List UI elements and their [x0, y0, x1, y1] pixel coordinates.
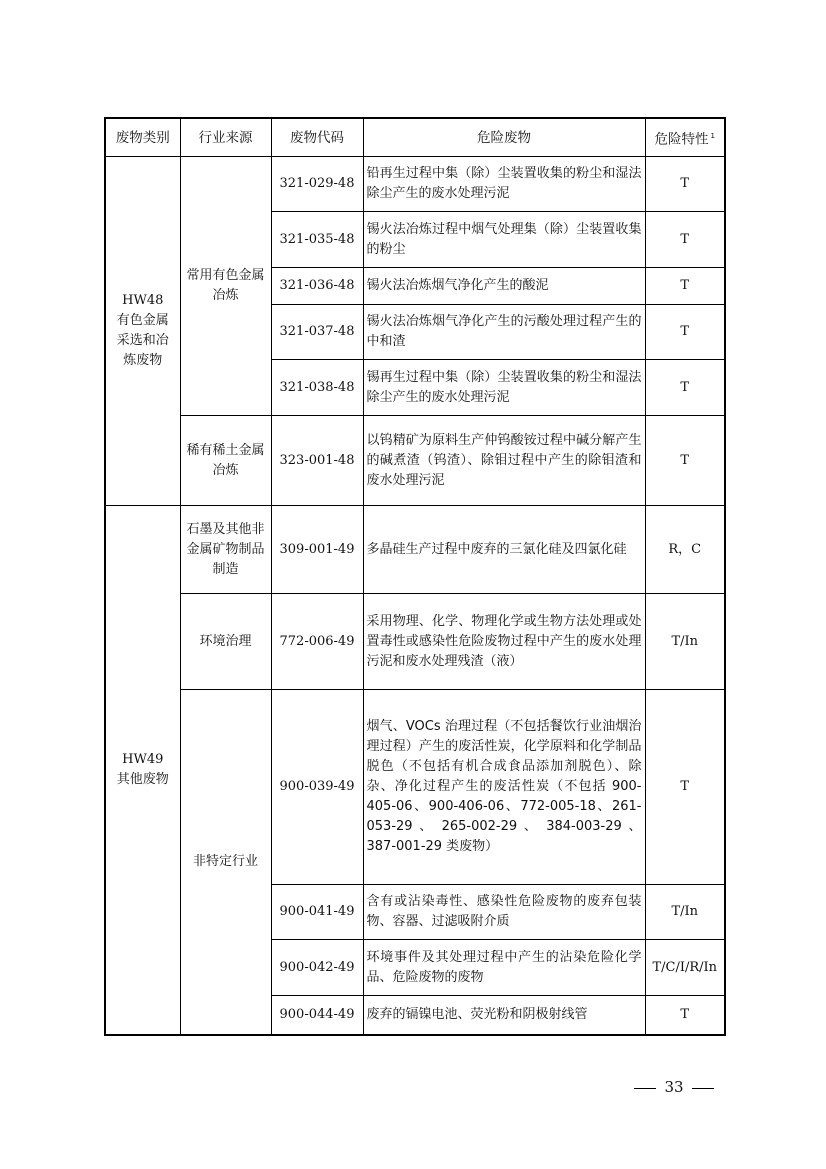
footer-dash-left — [634, 1088, 656, 1089]
hazard-property: T — [645, 157, 725, 212]
waste-code: 321-036-48 — [271, 268, 363, 305]
waste-description: 铅再生过程中集（除）尘装置收集的粉尘和湿法除尘产生的废水处理污泥 — [363, 157, 645, 212]
waste-description: 锡火法冶炼过程中烟气处理集（除）尘装置收集的粉尘 — [363, 212, 645, 268]
waste-description: 废弃的镉镍电池、荧光粉和阴极射线管 — [363, 996, 645, 1035]
page-number: 33 — [664, 1078, 684, 1096]
table-row — [105, 157, 725, 212]
waste-description: 环境事件及其处理过程中产生的沾染危险化学品、危险废物的废物 — [363, 940, 645, 996]
footnote-marker: 1 — [710, 131, 715, 140]
industry-common-nonferrous: 常用有色金属冶炼 — [180, 157, 271, 416]
category-hw49: HW49 其他废物 — [105, 506, 180, 1035]
waste-code: 321-029-48 — [271, 157, 363, 212]
waste-code: 309-001-49 — [271, 506, 363, 594]
footer-dash-right — [692, 1088, 714, 1089]
hazard-property: T/C/I/R/In — [645, 940, 725, 996]
waste-code: 321-038-48 — [271, 360, 363, 416]
hazard-property: T — [645, 268, 725, 305]
industry-graphite-nonmetallic: 石墨及其他非金属矿物制品制造 — [180, 506, 271, 594]
waste-code: 321-035-48 — [271, 212, 363, 268]
waste-description: 采用物理、化学、物理化学或生物方法处理或处置毒性或感染性危险废物过程中产生的废水处理污泥和废水处理残渣（液） — [363, 594, 645, 690]
header-property — [645, 118, 725, 157]
table-row — [105, 506, 725, 594]
waste-description: 烟气、VOCs 治理过程（不包括餐饮行业油烟治理过程）产生的废活性炭，化学原料和化学制品脱色（不包括有机合成食品添加剂脱色）、除杂、净化过程产生的废活性炭（不包括 900-405-06、900-406-06、772-005-18、261-053-29 、 265-002-29 、 384-003-29 、387-001-29 类废物） — [363, 690, 645, 885]
table-row — [105, 594, 725, 690]
header-property-label: 危险特性 — [654, 131, 709, 148]
waste-code: 900-042-49 — [271, 940, 363, 996]
waste-code: 772-006-49 — [271, 594, 363, 690]
page-footer — [624, 1078, 724, 1096]
hazard-property: T — [645, 360, 725, 416]
table-header-row — [105, 118, 725, 157]
industry-environmental-treatment: 环境治理 — [180, 594, 271, 690]
waste-code: 323-001-48 — [271, 416, 363, 506]
hazard-property: T/In — [645, 594, 725, 690]
waste-code: 900-044-49 — [271, 996, 363, 1035]
hazard-property: T — [645, 416, 725, 506]
waste-code: 900-041-49 — [271, 885, 363, 940]
waste-description: 锡火法冶炼烟气净化产生的污酸处理过程产生的中和渣 — [363, 305, 645, 360]
hazard-property: T — [645, 690, 725, 885]
hazard-property: T — [645, 996, 725, 1035]
table-row — [105, 416, 725, 506]
header-industry: 行业来源 — [180, 118, 271, 157]
waste-code: 321-037-48 — [271, 305, 363, 360]
industry-rare-earth: 稀有稀土金属冶炼 — [180, 416, 271, 506]
header-waste: 危险废物 — [363, 118, 645, 157]
header-category: 废物类别 — [105, 118, 180, 157]
category-hw48: HW48 有色金属 采选和冶 炼废物 — [105, 157, 180, 506]
hazard-property: T/In — [645, 885, 725, 940]
header-code: 废物代码 — [271, 118, 363, 157]
waste-description: 以钨精矿为原料生产仲钨酸铵过程中碱分解产生的碱煮渣（钨渣）、除钼过程中产生的除钼渣和废水处理污泥 — [363, 416, 645, 506]
waste-description: 锡再生过程中集（除）尘装置收集的粉尘和湿法除尘产生的废水处理污泥 — [363, 360, 645, 416]
hazardous-waste-table — [104, 117, 726, 1036]
hazard-property: T — [645, 305, 725, 360]
waste-code: 900-039-49 — [271, 690, 363, 885]
industry-non-specific: 非特定行业 — [180, 690, 271, 1035]
waste-description: 多晶硅生产过程中废弃的三氯化硅及四氯化硅 — [363, 506, 645, 594]
hazard-property: T — [645, 212, 725, 268]
waste-description: 含有或沾染毒性、感染性危险废物的废弃包装物、容器、过滤吸附介质 — [363, 885, 645, 940]
hazard-property: R，C — [645, 506, 725, 594]
waste-description: 锡火法冶炼烟气净化产生的酸泥 — [363, 268, 645, 305]
table-row — [105, 690, 725, 885]
